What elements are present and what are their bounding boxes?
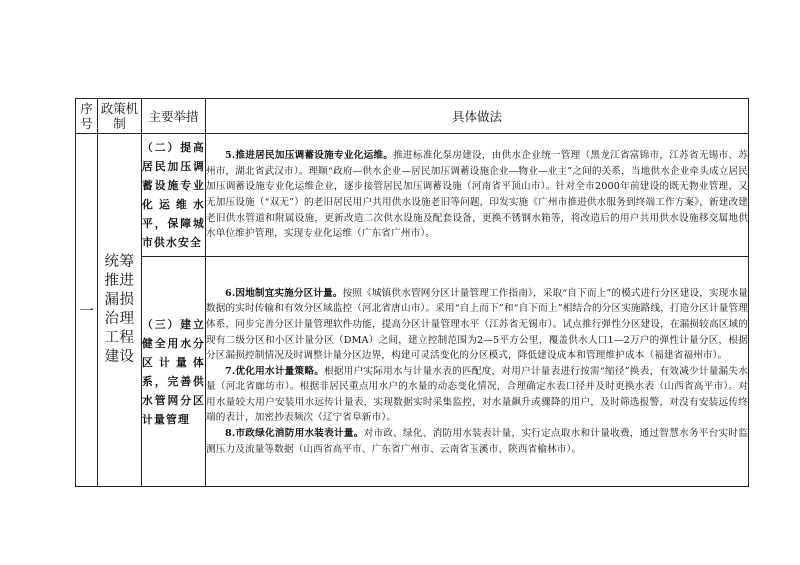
detail-cell — [206, 134, 749, 257]
detail-paragraph — [206, 148, 748, 242]
detail-title: 7.优化用水计量策略。 — [225, 365, 325, 377]
detail-body: 按照《城镇供水管网分区计量管理工作指南》，采取“自下而上”的模式进行分区建设，实现水量数据的实时传输和有效分区域监控（河北省唐山市）。采用“自上而下”和“自下而上”相结合的分区实施路线，打造分区计量管理体系，同步完善分区计量管理软件功能，提高分区计量管理水平（江苏省无锡市）。试点推行弹性分区建设，在漏损较高区域的现有二级分区和小区计量分区（DMA）之间，建立控制范围为2—5平方公里，覆盖供水人口1—2万户的弹性计量分区，根据分区漏损控制情况及时调整计量分区边界，构建可灵活变化的分区模式，降低建设成本和管理维护成本（福建省福州市）。 — [206, 287, 748, 362]
detail-paragraph — [206, 286, 748, 364]
header-measure: 主要举措 — [142, 99, 206, 134]
detail-title: 5.推进居民加压调蓄设施专业化运维。 — [225, 150, 394, 162]
measure-cell: （二）提高居民加压调蓄设施专业化运维水平，保障城市供水安全 — [142, 134, 206, 257]
row-policy: 统筹推进漏损治理工程建设 — [98, 134, 142, 487]
detail-title: 6.因地制宜实施分区计量。 — [225, 287, 343, 299]
detail-body: 根据用户实际用水与计量水表的匹配度，对用户计量表进行按需“缩径”换表，有效减少计量漏失水量（河北省廊坊市）。根据非居民重点用水户的水量的动态变化情况，合理确定水表口径并及时更换水表（山西省高平市）。对用水量较大用户安装用水远传计量表，实现数据实时采集监控，对水量飙升或骤降的用户，及时筛选报警，对没有安装远传终端的表计，加密抄表频次（辽宁省阜新市）。 — [206, 365, 748, 424]
table-row — [76, 134, 749, 257]
header-detail: 具体做法 — [206, 99, 749, 134]
row-seq: 一 — [76, 134, 98, 487]
policy-table — [75, 98, 749, 487]
detail-cell — [206, 257, 749, 487]
header-seq: 序号 — [76, 99, 98, 134]
detail-title: 8.市政绿化消防用水装表计量。 — [225, 428, 364, 440]
detail-paragraph — [206, 426, 748, 457]
header-policy: 政策机制 — [98, 99, 142, 134]
measure-cell: （三）建立健全用水分区计量体系，完善供水管网分区计量管理 — [142, 257, 206, 487]
table-header-row — [76, 99, 749, 134]
detail-paragraph — [206, 364, 748, 426]
table-row — [76, 257, 749, 487]
detail-body: 推进标准化泵房建设，由供水企业统一管理（黑龙江省富锦市，江苏省无锡市、苏州市，湖北省武汉市）。理顺“政府—供水企业—居民加压调蓄设施企业—物业—业主”之间的关系，当地供水企业牵头成立居民加压调蓄设施专业化运维企业，逐步接管居民加压调蓄设施（河南省平顶山市）。针对全市2000年前建设的既无物业管理、又无加压设施（“双无”）的老旧居民用户共用供水设施老旧等问题，印发实施《广州市推进供水服务到终端工作方案》，新建改建老旧供水管道和附属设施，更新改造二次供水设施及配套设备，更换不锈钢水箱等，将改造后的用户共用供水设施移交属地供水单位维护管理，实现专业化运维（广东省广州市）。 — [206, 150, 748, 240]
detail-body: 对市政、绿化、消防用水装表计量，实行定点取水和计量收费，通过智慧水务平台实时监测压力及流量等数据（山西省高平市、广东省广州市、云南省玉溪市、陕西省榆林市）。 — [206, 428, 748, 455]
